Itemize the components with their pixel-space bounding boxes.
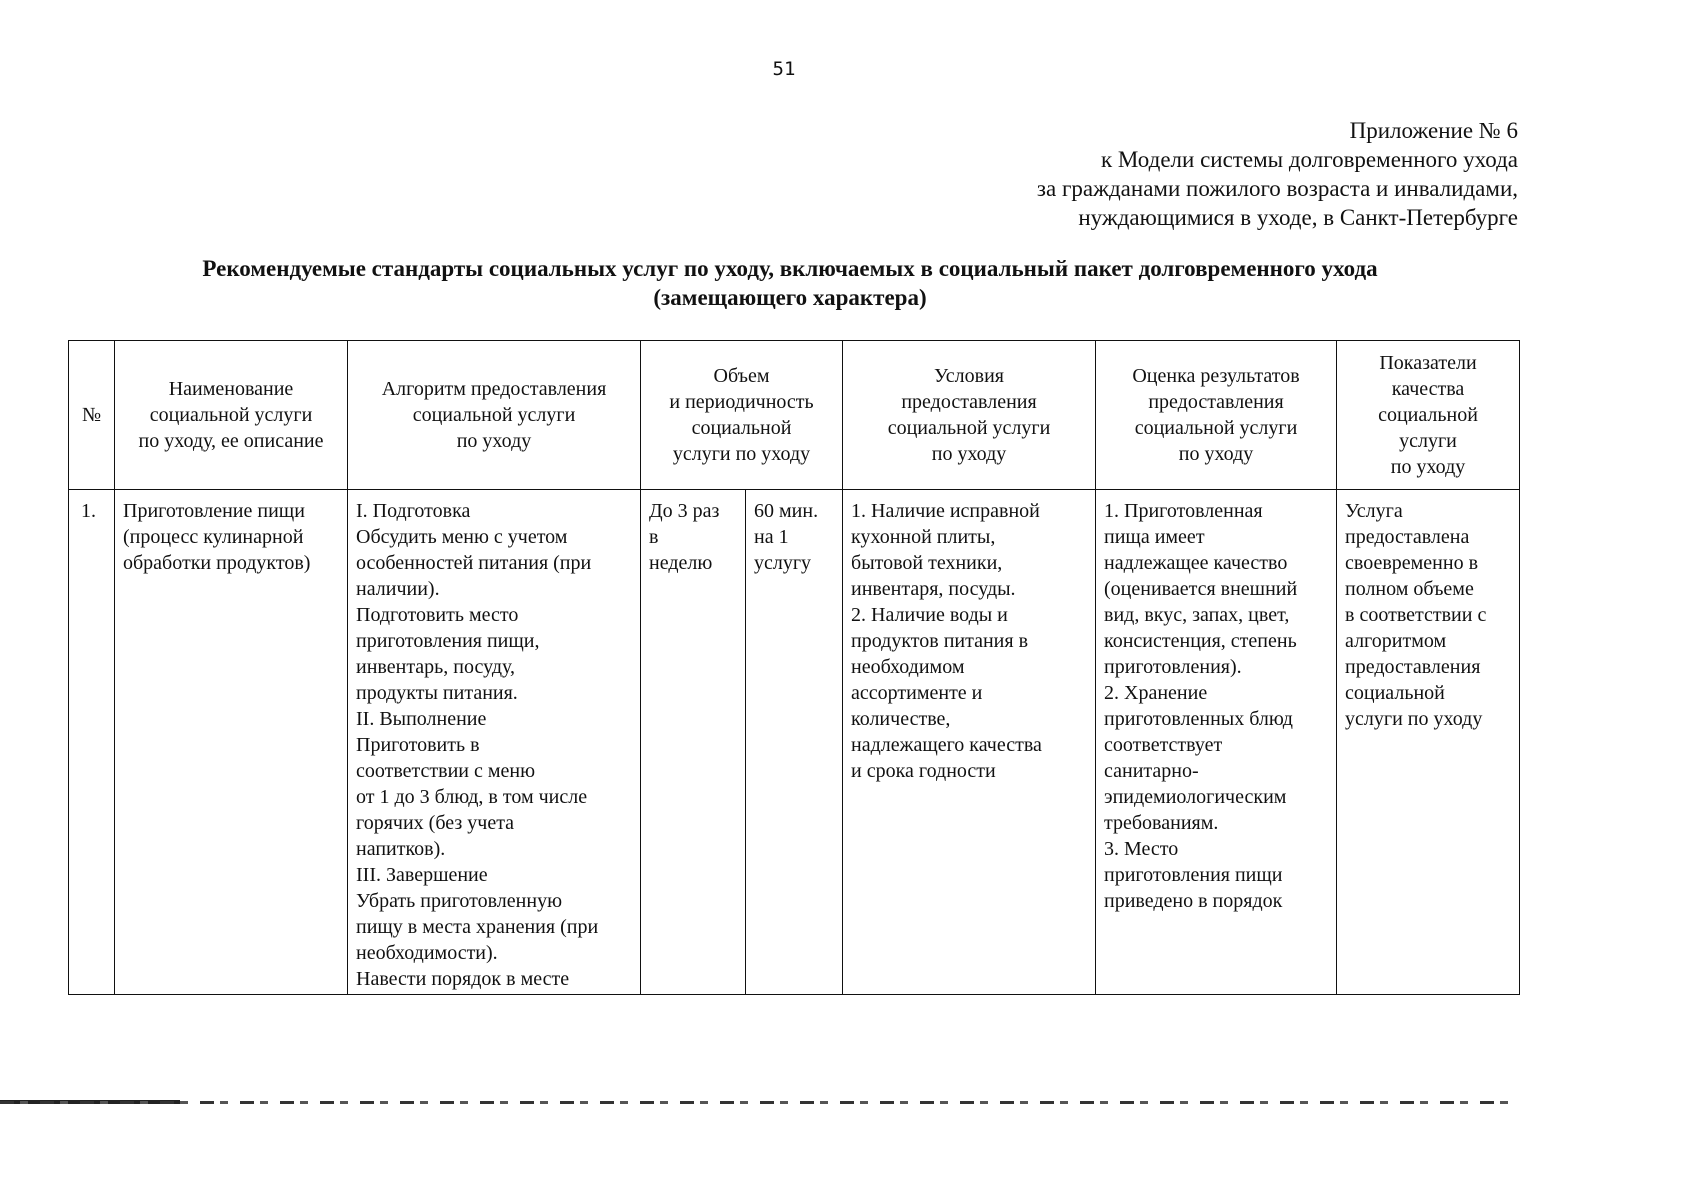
header-service-name: Наименование социальной услуги по уходу, ее описание bbox=[115, 341, 348, 490]
appendix-line: к Модели системы долговременного ухода bbox=[1101, 147, 1518, 172]
header-evaluation: Оценка результатов предоставления социальной услуги по уходу bbox=[1096, 341, 1337, 490]
title-line-1: Рекомендуемые стандарты социальных услуг по уходу, включаемых в социальный пакет долговременного ухода bbox=[202, 256, 1378, 281]
header-volume: Объем и периодичность социальной услуги по уходу bbox=[641, 341, 843, 490]
row-algorithm: I. Подготовка Обсудить меню с учетом особенностей питания (при наличии). Подготовить место приготовления пищи, инвентарь, посуду, продукты питания. II. Выполнение Приготовить в соответствии с меню от 1 до 3 блюд, в том числе горячих (без учета напитков). III. Завершение Убрать приготовленную пищу в места хранения (при необходимости). Навести порядок в месте bbox=[348, 490, 641, 995]
header-number: № bbox=[69, 341, 115, 490]
appendix-line: за гражданами пожилого возраста и инвалидами, bbox=[1036, 176, 1518, 201]
row-evaluation: 1. Приготовленная пища имеет надлежащее качество (оценивается внешний вид, вкус, запах, цвет, консистенция, степень приготовления). 2. Хранение приготовленных блюд соответствует санитарно- эпидемиологическим требованиям. 3. Место приготовления пищи приведено в порядок bbox=[1096, 490, 1337, 995]
appendix-line: Приложение № 6 bbox=[1349, 118, 1518, 143]
header-quality: Показатели качества социальной услуги по уходу bbox=[1337, 341, 1520, 490]
standards-table bbox=[68, 340, 1520, 995]
row-frequency: До 3 раз в неделю bbox=[641, 490, 746, 995]
row-duration: 60 мин. на 1 услугу bbox=[746, 490, 843, 995]
row-service-name: Приготовление пищи (процесс кулинарной обработки продуктов) bbox=[115, 490, 348, 995]
table-header-row bbox=[69, 341, 1520, 490]
header-conditions: Условия предоставления социальной услуги по уходу bbox=[843, 341, 1096, 490]
scan-artifact-dashes bbox=[0, 1101, 1520, 1104]
table-row bbox=[69, 490, 1520, 995]
row-quality: Услуга предоставлена своевременно в полном объеме в соответствии с алгоритмом предоставления социальной услуги по уходу bbox=[1337, 490, 1520, 995]
page-number: 51 bbox=[772, 58, 796, 80]
document-title bbox=[60, 254, 1520, 312]
appendix-block bbox=[1037, 116, 1518, 232]
row-conditions: 1. Наличие исправной кухонной плиты, бытовой техники, инвентаря, посуды. 2. Наличие воды и продуктов питания в необходимом ассортименте и количестве, надлежащего качества и срока годности bbox=[843, 490, 1096, 995]
header-algorithm: Алгоритм предоставления социальной услуги по уходу bbox=[348, 341, 641, 490]
title-line-2: (замещающего характера) bbox=[653, 285, 927, 310]
appendix-line: нуждающимися в уходе, в Санкт-Петербурге bbox=[1078, 205, 1518, 230]
row-number: 1. bbox=[69, 490, 115, 995]
